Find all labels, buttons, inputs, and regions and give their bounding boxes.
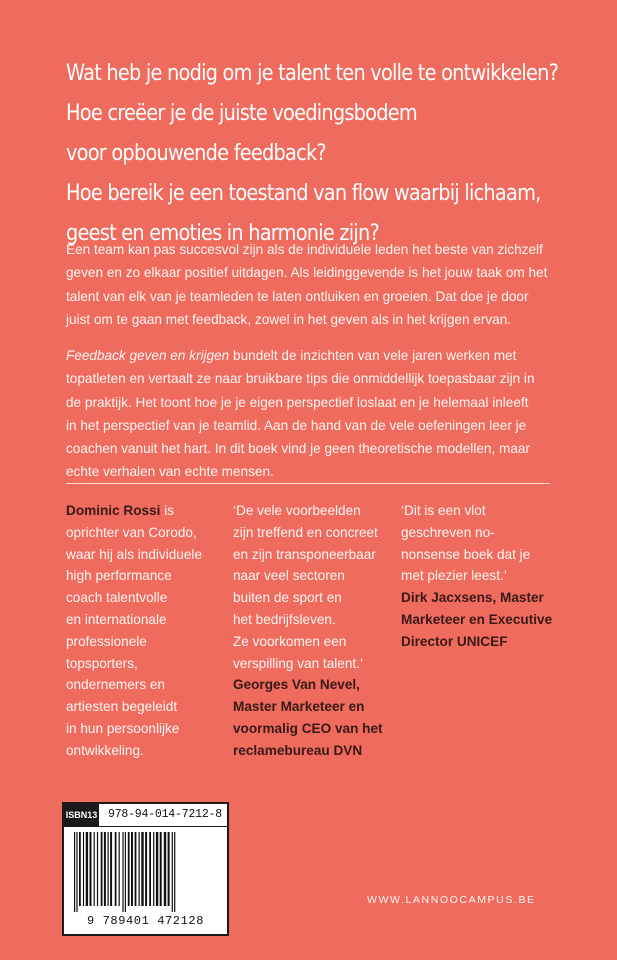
bio-line: artiesten begeleidt xyxy=(66,699,178,715)
section-divider xyxy=(66,483,550,484)
quote-attribution: Georges Van Nevel, xyxy=(233,677,360,693)
barcode-bar xyxy=(86,832,88,906)
barcode-bar xyxy=(168,832,170,906)
quote-attribution: Dirk Jacxsens, Master xyxy=(401,590,544,606)
quote-line: en zijn transponeerbaar xyxy=(233,546,376,562)
headline-line: Hoe bereik je een toestand van flow waarbij lichaam, xyxy=(66,180,541,206)
paragraph-line: geven en zo elkaar positief uitdagen. Als leidinggevende is het jouw taak om het xyxy=(66,265,548,281)
bio-line: topsporters, xyxy=(66,655,138,671)
barcode-bar xyxy=(128,832,130,906)
bio-line: ontwikkeling. xyxy=(66,742,144,758)
book-title: Feedback geven en krijgen xyxy=(66,348,230,363)
quote-attribution: voormalig CEO van het xyxy=(233,720,383,736)
isbn-barcode xyxy=(62,802,229,936)
quote-attribution: reclamebureau DVN xyxy=(233,742,363,758)
barcode-bar xyxy=(131,832,133,906)
paragraph-line: topatleten en vertaalt ze naar bruikbare tips die onmiddellijk toepasbaar zijn in xyxy=(66,371,535,387)
quote-attribution: Director UNICEF xyxy=(401,633,508,649)
headline-questions xyxy=(66,53,582,253)
barcode-bar xyxy=(110,832,112,906)
quote-line: geschreven no- xyxy=(401,524,495,540)
isbn-label: ISBN13 xyxy=(64,804,99,826)
headline-line: voor opbouwende feedback? xyxy=(66,140,326,166)
intro-paragraph-1 xyxy=(66,238,556,331)
barcode-bar xyxy=(135,832,137,906)
headline-line: Wat heb je nodig om je talent ten volle te ontwikkelen? xyxy=(66,60,559,86)
quote-attribution: Master Marketeer en xyxy=(233,699,365,715)
quote-line: nonsense boek dat je xyxy=(401,546,531,562)
isbn-row xyxy=(64,804,227,827)
barcode-bar xyxy=(141,832,143,906)
paragraph-line: in het perspectief van je teamlid. Aan de hand van de vele oefeningen leer je xyxy=(66,417,527,433)
bio-line xyxy=(66,500,196,522)
endorsement-quote-1 xyxy=(233,500,383,762)
paragraph-line: coachen vanuit het hart. In dit boek vind je geen theoretische modellen, maar xyxy=(66,441,530,457)
publisher-website: WWW.LANNOOCAMPUS.BE xyxy=(367,894,536,906)
barcode-bar xyxy=(139,832,140,906)
bio-line: coach talentvolle xyxy=(66,590,168,606)
quote-line: Ze voorkomen een xyxy=(233,633,347,649)
quote-line: verspilling van talent.’ xyxy=(233,655,363,671)
barcode-bar xyxy=(94,832,95,906)
quote-line: naar veel sectoren xyxy=(233,568,345,584)
barcode-bar xyxy=(156,832,158,906)
barcode-bar xyxy=(108,832,109,906)
bio-line: oprichter van Corodo, xyxy=(66,524,197,540)
barcode-bar xyxy=(74,832,75,912)
paragraph-line: echte verhalen van echte mensen. xyxy=(66,464,274,480)
quote-line: ‘Dit is een vlot xyxy=(401,503,486,518)
barcode-bar xyxy=(174,832,175,912)
barcode-bar xyxy=(76,832,77,912)
barcode-bar xyxy=(122,832,123,912)
paragraph-line: juist om te gaan met feedback, zowel in het geven als in het krijgen ervan. xyxy=(66,311,512,327)
headline-line: geest en emoties in harmonie zijn? xyxy=(66,220,379,246)
bio-line: in hun persoonlijke xyxy=(66,720,180,736)
barcode-bars xyxy=(68,832,223,912)
barcode-bar xyxy=(164,832,166,906)
barcode-bar xyxy=(160,832,162,906)
bio-line: professionele xyxy=(66,633,147,649)
barcode-bar xyxy=(83,832,84,906)
barcode-bar xyxy=(153,832,154,906)
author-name: Dominic Rossi xyxy=(66,503,161,518)
quote-line: met plezier leest.’ xyxy=(401,568,507,584)
barcode-bar xyxy=(125,832,126,912)
barcode-bar xyxy=(101,832,103,906)
barcode-bar xyxy=(149,832,151,906)
paragraph-line xyxy=(66,344,556,367)
quote-line: zijn treffend en concreet xyxy=(233,524,378,540)
paragraph-line: talent van elk van je teamleden te laten ontluiken en groeien. Dat doe je door xyxy=(66,288,529,304)
barcode-bar xyxy=(172,832,173,912)
quote-line: het bedrijfsleven. xyxy=(233,611,336,627)
paragraph-line: de praktijk. Het toont hoe je je eigen perspectief loslaat en je helemaal inleeft xyxy=(66,394,529,410)
isbn-number: 978-94-014-7212-8 xyxy=(108,808,222,821)
ean-digits: 9 789401 472128 xyxy=(86,914,205,928)
headline-line: Hoe creëer je de juiste voedingsbodem xyxy=(66,100,417,126)
intro-paragraph-2 xyxy=(66,344,556,484)
barcode-bar xyxy=(119,832,120,906)
bio-line: en internationale xyxy=(66,611,167,627)
quote-line: buiten de sport en xyxy=(233,590,342,606)
endorsement-quote-2 xyxy=(401,500,561,653)
author-bio xyxy=(66,500,203,762)
barcode-bar xyxy=(97,832,98,906)
paragraph-line-rest: bundelt de inzichten van vele jaren werken met xyxy=(229,348,517,363)
paragraph-line: Een team kan pas succesvol zijn als de individuele leden het beste van zichzelf xyxy=(66,242,543,257)
barcode-bar xyxy=(145,832,147,906)
barcode-bar xyxy=(104,832,106,906)
bio-line: waar hij als individuele xyxy=(66,546,203,562)
barcode-bar xyxy=(79,832,81,906)
bio-line: ondernemers en xyxy=(66,677,165,693)
barcode-bar xyxy=(90,832,92,906)
bio-line-rest: is xyxy=(160,503,175,518)
quote-line: ‘De vele voorbeelden xyxy=(233,503,361,518)
quote-attribution: Marketeer en Executive xyxy=(401,611,553,627)
barcode-bar xyxy=(115,832,117,906)
bio-line: high performance xyxy=(66,568,172,584)
